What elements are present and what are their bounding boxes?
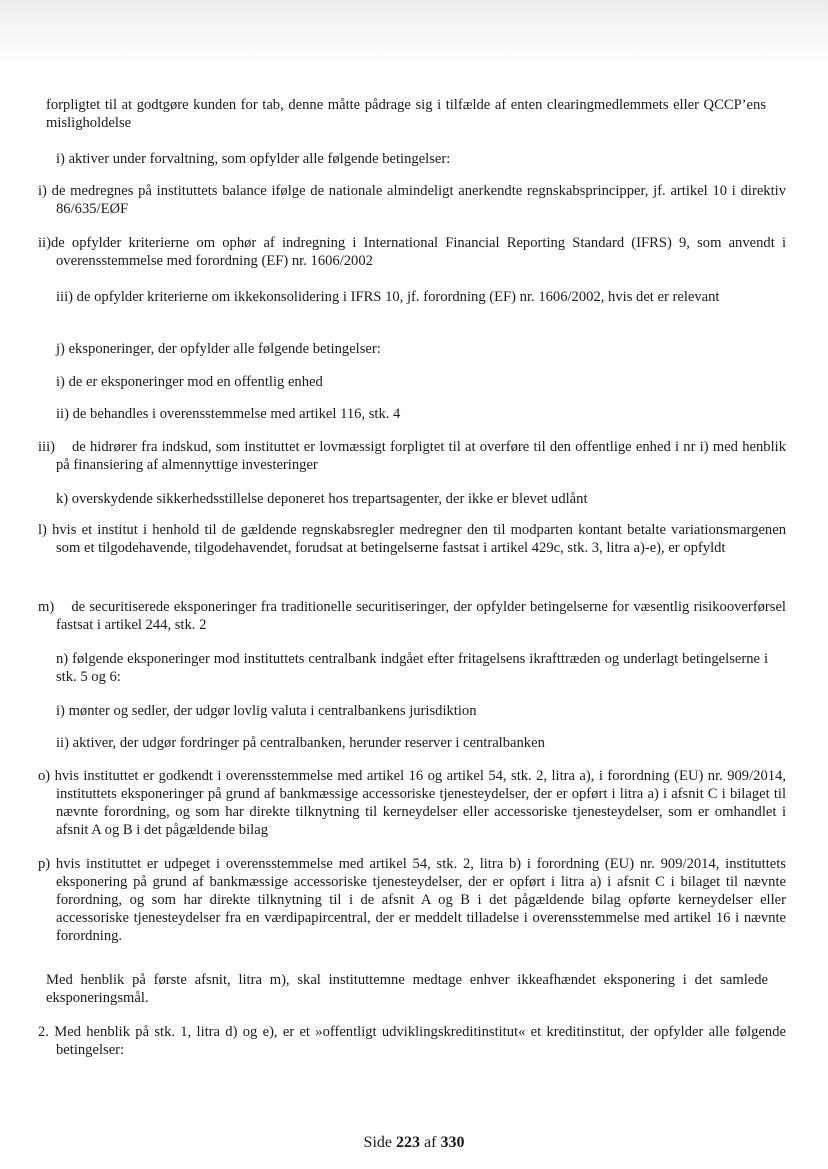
paragraph-first-subparagraph-note: Med henblik på første afsnit, litra m), skal instituttemne medtage enhver ikkeafhændet eksponering i det samlede eksponeringsmål. [46,972,768,1006]
footer-middle: af [420,1134,441,1151]
paragraph-item-i-assets: i) aktiver under forvaltning, som opfylder alle følgende betingelser: [56,151,451,167]
paragraph-subitem-ii-ifrs9: ii)de opfylder kriterierne om ophør af indregning i International Financial Reporting Standard (IFRS) 9, som anvendt i overensstemmelse med forordning (EF) nr. 1606/2002 [38,235,786,269]
paragraph-subitem-iii-deposits: iii) de hidrører fra indskud, som instituttet er lovmæssigt forpligtet til at overføre til den offentlige enhed i nr i) med henblik på finansiering af almennyttige investeringer [38,439,790,473]
paragraph-subitem-i-balance: i) de medregnes på instituttets balance ifølge de nationale almindeligt anerkendte regnskabsprincipper, jf. artikel 10 i direktiv 86/635/EØF [38,183,786,217]
paragraph-subitem-ii-claims: ii) aktiver, der udgør fordringer på centralbanken, herunder reserver i centralbanken [56,735,545,751]
paragraph-subitem-ii-article116: ii) de behandles i overensstemmelse med artikel 116, stk. 4 [56,406,401,422]
page-footer [0,1134,828,1152]
footer-prefix: Side [363,1134,396,1151]
paragraph-subitem-iii-ifrs10: iii) de opfylder kriterierne om ikkekonsolidering i IFRS 10, jf. forordning (EF) nr. 1606/2002, hvis det er relevant [56,289,720,305]
paragraph-item-o-csd-authorised: o) hvis instituttet er godkendt i overensstemmelse med artikel 16 og artikel 54, stk. 2, litra a), i forordning (EU) nr. 909/2014, instituttets eksponeringer på grund af bankmæssige accessoriske tjenesteydelser, der er opført i litra a) i afsnit C i bilaget til nævnte forordning, og som har direkte tilknytning til kerneydelser eller accessoriske tjenesteydelser, som er omhandlet i afsnit A og B i det pågældende bilag [38,768,786,838]
paragraph-section-2: 2. Med henblik på stk. 1, litra d) og e), er et »offentligt udviklingskreditinstitut« et kreditinstitut, der opfylder alle følgende betingelser: [38,1024,786,1058]
footer-page-total: 330 [440,1134,465,1151]
paragraph-item-k-collateral: k) overskydende sikkerhedsstillelse deponeret hos trepartsagenter, der ikke er blevet udlånt [56,491,588,507]
paragraph-subitem-i-coins: i) mønter og sedler, der udgør lovlig valuta i centralbankens jurisdiktion [56,703,477,719]
footer-page-number: 223 [396,1134,420,1151]
paragraph-item-m-securitised: m) de securitiserede eksponeringer fra traditionelle securitiseringer, der opfylder betingelserne for væsentlig risikooverførsel fastsat i artikel 244, stk. 2 [38,599,790,633]
paragraph-item-j-exposures: j) eksponeringer, der opfylder alle følgende betingelser: [56,341,381,357]
paragraph-item-l-variation-margin: l) hvis et institut i henhold til de gældende regnskabsregler medregner den til modparten kontant betalte variationsmargenen som et tilgodehavende, tilgodehavendet, forudsat at betingelserne fastsat i artikel 429c, stk. 3, litra a)-e), er opfyldt [38,522,786,556]
paragraph-item-p-csd-designated: p) hvis instituttet er udpeget i overensstemmelse med artikel 54, stk. 2, litra b) i forordning (EU) nr. 909/2014, instituttets eksponering på grund af bankmæssige accessoriske tjenesteydelser, der er opført i litra a) i afsnit C i bilaget til nævnte forordning, og som har direkte tilknytning til i de afsnit A og B i det pågældende bilag opførte kerneydelser eller accessoriske tjenesteydelser fra en værdipapircentral, der er meddelt tilladelse i overensstemmelse med artikel 16 i nævnte forordning. [38,856,786,944]
paragraph-continuation: forpligtet til at godtgøre kunden for tab, denne måtte pådrage sig i tilfælde af enten clearingmedlemmets eller QCCP’ens misligholdelse [46,97,766,131]
paragraph-subitem-i-public-entity: i) de er eksponeringer mod en offentlig enhed [56,374,323,390]
paragraph-item-n-central-bank: n) følgende eksponeringer mod instituttets centralbank indgået efter fritagelsens ikrafttræden og underlagt betingelserne i stk. 5 og 6: [56,651,768,685]
